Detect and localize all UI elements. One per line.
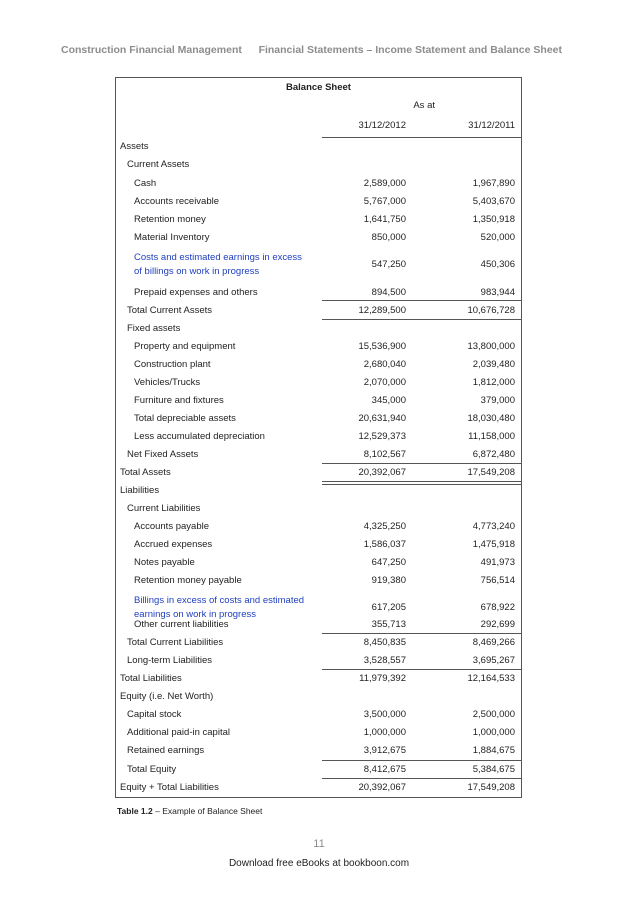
- row-label: [120, 464, 171, 482]
- row-label-text: Total Liabilities: [120, 673, 182, 684]
- value-2011: 8,469,266: [472, 637, 515, 648]
- value-2012: 919,380: [371, 575, 406, 586]
- table-row: [116, 320, 521, 338]
- value-2012: 2,680,040: [363, 359, 406, 370]
- total-rule: [322, 300, 522, 301]
- row-label-text: Capital stock: [127, 709, 182, 720]
- value-2012: 12,529,373: [358, 431, 406, 442]
- value-2012: 3,528,557: [363, 655, 406, 666]
- value-2012: 4,325,250: [363, 521, 406, 532]
- value-2012: 617,205: [371, 602, 406, 613]
- row-label: [127, 302, 212, 320]
- value-2011: 678,922: [480, 602, 515, 613]
- total-rule: [322, 319, 522, 320]
- value-2012: 1,586,037: [363, 539, 406, 550]
- row-label-text: Retained earnings: [127, 745, 205, 756]
- table-row: [116, 356, 521, 374]
- row-label: [134, 410, 236, 428]
- value-2012: 850,000: [371, 232, 406, 243]
- table-row: [116, 761, 521, 779]
- table-row: [116, 554, 521, 572]
- row-label-text-continued: of billings on work in progress: [134, 266, 260, 277]
- value-2012: 2,070,000: [363, 377, 406, 388]
- row-label: [120, 138, 149, 156]
- value-2012: 3,912,675: [363, 745, 406, 756]
- value-2012: 345,000: [371, 395, 406, 406]
- row-label: [127, 761, 176, 779]
- row-label: [120, 779, 219, 797]
- total-rule: [322, 669, 522, 670]
- total-rule: [322, 137, 522, 138]
- row-label-text: Total Assets: [120, 467, 171, 478]
- row-label: [127, 706, 181, 724]
- caption-label: Table 1.2: [117, 806, 153, 816]
- row-label-text: Other current liabilities: [134, 619, 229, 630]
- value-2011: 491,973: [480, 557, 515, 568]
- value-2012: 5,767,000: [363, 196, 406, 207]
- value-2012: 8,102,567: [363, 449, 406, 460]
- value-2011: 1,967,890: [472, 178, 515, 189]
- value-2012: 12,289,500: [358, 305, 406, 316]
- value-2012: 20,392,067: [358, 782, 406, 793]
- table-row: [116, 688, 521, 706]
- value-2012: 2,589,000: [363, 178, 406, 189]
- table-row: [116, 446, 521, 464]
- value-2011: 1,000,000: [472, 727, 515, 738]
- footer-link[interactable]: Download free eBooks at bookboon.com: [228, 858, 410, 869]
- row-label: [134, 428, 265, 446]
- row-label: [127, 446, 198, 464]
- value-2012: 8,450,835: [363, 637, 406, 648]
- table-row: [116, 392, 521, 410]
- row-label-text: Net Fixed Assets: [127, 449, 199, 460]
- table-row: [116, 464, 521, 482]
- table-row: [116, 175, 521, 193]
- value-2012: 1,641,750: [363, 214, 406, 225]
- row-label: [134, 229, 210, 247]
- row-label: [134, 374, 200, 392]
- column-header-2012: 31/12/2012: [358, 120, 406, 131]
- row-label-text: Cash: [134, 178, 157, 189]
- row-label-text: Accounts receivable: [134, 196, 220, 207]
- row-label: [134, 284, 258, 302]
- table-row: [116, 536, 521, 554]
- value-2012: 3,500,000: [363, 709, 406, 720]
- value-2011: 17,549,208: [467, 782, 515, 793]
- value-2011: 11,158,000: [468, 431, 515, 442]
- row-label-text: Equity + Total Liabilities: [120, 782, 219, 793]
- row-label-text: Material Inventory: [134, 232, 210, 243]
- table-row: [116, 518, 521, 536]
- value-2012: 11,979,392: [359, 673, 406, 684]
- row-label-text: Total Equity: [127, 764, 177, 775]
- row-label: [127, 634, 223, 652]
- row-label-text: Retention money payable: [134, 575, 242, 586]
- row-label: [127, 652, 212, 670]
- value-2011: 1,350,918: [472, 214, 515, 225]
- value-2012: 547,250: [371, 259, 406, 270]
- row-label-text: Construction plant: [134, 359, 211, 370]
- row-label-text: Current Liabilities: [127, 503, 201, 514]
- table-row: [116, 428, 521, 446]
- value-2011: 3,695,267: [472, 655, 515, 666]
- table-row: [116, 634, 521, 652]
- value-2011: 756,514: [480, 575, 515, 586]
- row-label: [120, 688, 213, 706]
- table-row: [116, 500, 521, 518]
- row-label: [134, 338, 235, 356]
- value-2011: 983,944: [480, 287, 515, 298]
- table-caption: [117, 806, 262, 816]
- total-rule: [322, 481, 522, 485]
- row-label: [134, 356, 211, 374]
- as-at-label: As at: [413, 100, 435, 111]
- row-label: [134, 251, 302, 279]
- row-label-text: Retention money: [134, 214, 206, 225]
- row-label: [127, 500, 200, 518]
- table-row: [116, 670, 521, 688]
- row-label: [120, 670, 182, 688]
- value-2012: 355,713: [371, 619, 406, 630]
- table-row: [116, 410, 521, 428]
- table-row: [116, 652, 521, 670]
- row-label-text: Total Current Liabilities: [127, 637, 224, 648]
- row-label: [134, 518, 209, 536]
- row-label: [134, 211, 206, 229]
- table-row: [116, 724, 521, 742]
- value-2011: 2,500,000: [472, 709, 515, 720]
- value-2011: 5,403,670: [472, 196, 515, 207]
- value-2011: 10,676,728: [467, 305, 515, 316]
- row-label-text: Less accumulated depreciation: [134, 431, 265, 442]
- row-label: [127, 320, 180, 338]
- value-2011: 13,800,000: [467, 341, 515, 352]
- row-label: [134, 175, 156, 193]
- value-2011: 2,039,480: [472, 359, 515, 370]
- value-2011: 379,000: [480, 395, 515, 406]
- row-label-text: Liabilities: [120, 485, 160, 496]
- value-2012: 15,536,900: [358, 341, 406, 352]
- row-label-text: Equity (i.e. Net Worth): [120, 691, 214, 702]
- table-row: [116, 247, 521, 283]
- value-2011: 450,306: [480, 259, 515, 270]
- row-label-text: Prepaid expenses and others: [134, 287, 258, 298]
- value-2011: 292,699: [480, 619, 515, 630]
- row-label: [127, 724, 230, 742]
- table-row: [116, 302, 521, 320]
- value-2011: 520,000: [480, 232, 515, 243]
- value-2011: 6,872,480: [472, 449, 515, 460]
- value-2012: 894,500: [371, 287, 406, 298]
- row-label: [127, 742, 204, 760]
- row-label-text: Assets: [120, 141, 149, 152]
- row-label-text: Notes payable: [134, 557, 195, 568]
- row-label-text: Total depreciable assets: [134, 413, 236, 424]
- row-label-text: Current Assets: [127, 159, 190, 170]
- value-2011: 1,884,675: [472, 745, 515, 756]
- table-row: [116, 138, 521, 156]
- table-row: [116, 338, 521, 356]
- value-2011: 5,384,675: [472, 764, 515, 775]
- row-label-text-continued: earnings on work in progress: [134, 609, 256, 620]
- row-label: [127, 156, 189, 174]
- value-2011: 4,773,240: [472, 521, 515, 532]
- row-label-text: Total Current Assets: [127, 305, 213, 316]
- total-rule: [322, 633, 522, 634]
- value-2011: 18,030,480: [467, 413, 515, 424]
- running-header-right: Financial Statements – Income Statement and Balance Sheet: [258, 44, 562, 56]
- row-label-text: Long-term Liabilities: [127, 655, 213, 666]
- row-label-text: Accrued expenses: [134, 539, 213, 550]
- row-label-text: Billings in excess of costs and estimated: [134, 595, 305, 606]
- table-row: [116, 572, 521, 590]
- row-label-text: Fixed assets: [127, 323, 181, 334]
- row-label-text: Costs and estimated earnings in excess: [134, 252, 302, 263]
- caption-text: – Example of Balance Sheet: [152, 806, 263, 816]
- value-2012: 20,392,067: [358, 467, 406, 478]
- row-label-text: Property and equipment: [134, 341, 236, 352]
- value-2012: 20,631,940: [358, 413, 406, 424]
- row-label-text: Accounts payable: [134, 521, 209, 532]
- row-label-text: Furniture and fixtures: [134, 395, 224, 406]
- row-label: [134, 616, 229, 634]
- table-row: [116, 742, 521, 760]
- row-label-text: Vehicles/Trucks: [134, 377, 201, 388]
- table-row: [116, 193, 521, 211]
- value-2011: 17,549,208: [467, 467, 515, 478]
- total-rule: [322, 760, 522, 761]
- value-2011: 1,812,000: [472, 377, 515, 388]
- row-label: [120, 482, 159, 500]
- table-row: [116, 779, 521, 797]
- total-rule: [322, 463, 522, 464]
- value-2012: 647,250: [371, 557, 406, 568]
- row-label: [134, 554, 195, 572]
- value-2012: 1,000,000: [363, 727, 406, 738]
- value-2012: 8,412,675: [363, 764, 406, 775]
- row-label: [134, 392, 224, 410]
- table-row: [116, 374, 521, 392]
- row-label-text: Additional paid-in capital: [127, 727, 230, 738]
- table-title: Balance Sheet: [286, 82, 351, 93]
- row-label: [134, 536, 212, 554]
- page-number: 11: [313, 838, 325, 850]
- balance-sheet-table: [115, 77, 522, 798]
- table-row: [116, 156, 521, 174]
- table-row: [116, 616, 521, 634]
- total-rule: [322, 778, 522, 779]
- value-2011: 1,475,918: [472, 539, 515, 550]
- row-label: [134, 572, 242, 590]
- running-header-left: Construction Financial Management: [61, 44, 242, 56]
- column-header-2011: 31/12/2011: [468, 120, 515, 131]
- value-2011: 12,164,533: [467, 673, 515, 684]
- table-row: [116, 706, 521, 724]
- table-row: [116, 229, 521, 247]
- row-label: [134, 193, 219, 211]
- table-row: [116, 211, 521, 229]
